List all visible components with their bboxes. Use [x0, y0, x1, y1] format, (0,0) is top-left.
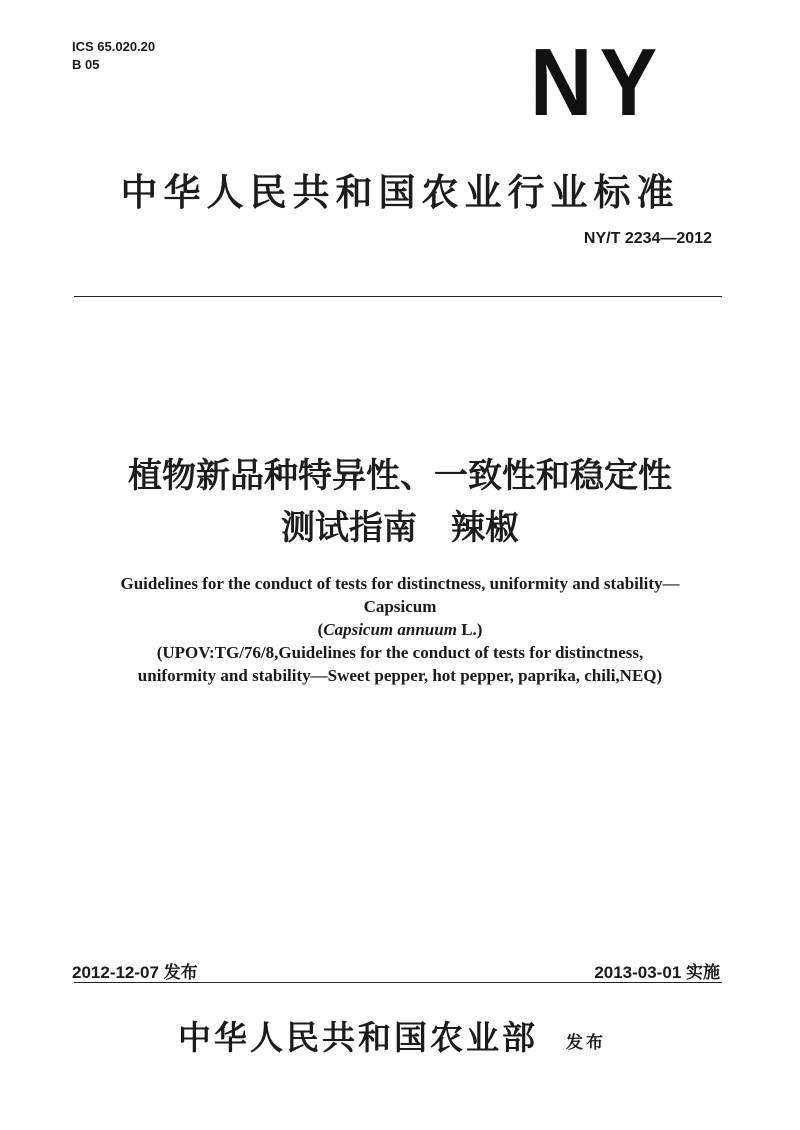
title-zh-line2: 测试指南 辣椒	[281, 508, 519, 548]
publish-date: 2012-12-07 发布	[72, 963, 198, 982]
title-en-line3	[40, 618, 760, 641]
issued-label: 发布	[566, 1033, 606, 1053]
title-en-line5: uniformity and stability—Sweet pepper, hot pepper, paprika, chili,NEQ)	[137, 666, 663, 685]
ics-code: ICS 65.020.20	[72, 39, 156, 54]
standard-organization: 中华人民共和国农业行业标准	[120, 171, 680, 214]
bottom-divider	[74, 982, 722, 983]
title-en-line2: Capsicum	[363, 597, 437, 616]
top-divider	[74, 296, 722, 297]
title-zh-line1: 植物新品种特异性、一致性和稳定性	[128, 456, 672, 496]
title-en-line1: Guidelines for the conduct of tests for distinctness, uniformity and stability—	[120, 574, 680, 593]
ccs-code: B 05	[72, 57, 100, 72]
implement-date: 2013-03-01 实施	[594, 963, 720, 982]
title-en-line4: (UPOV:TG/76/8,Guidelines for the conduct of tests for distinctness,	[156, 643, 644, 662]
species-name: Capsicum annuum	[323, 620, 457, 639]
issuer: 中华人民共和国农业部	[178, 1018, 538, 1057]
paren-open: (	[317, 620, 324, 639]
ny-logo: NY	[530, 29, 665, 136]
species-author: L.)	[456, 620, 483, 639]
classification-codes	[72, 38, 155, 74]
standard-number: NY/T 2234—2012	[583, 230, 712, 247]
title-en	[40, 572, 760, 687]
